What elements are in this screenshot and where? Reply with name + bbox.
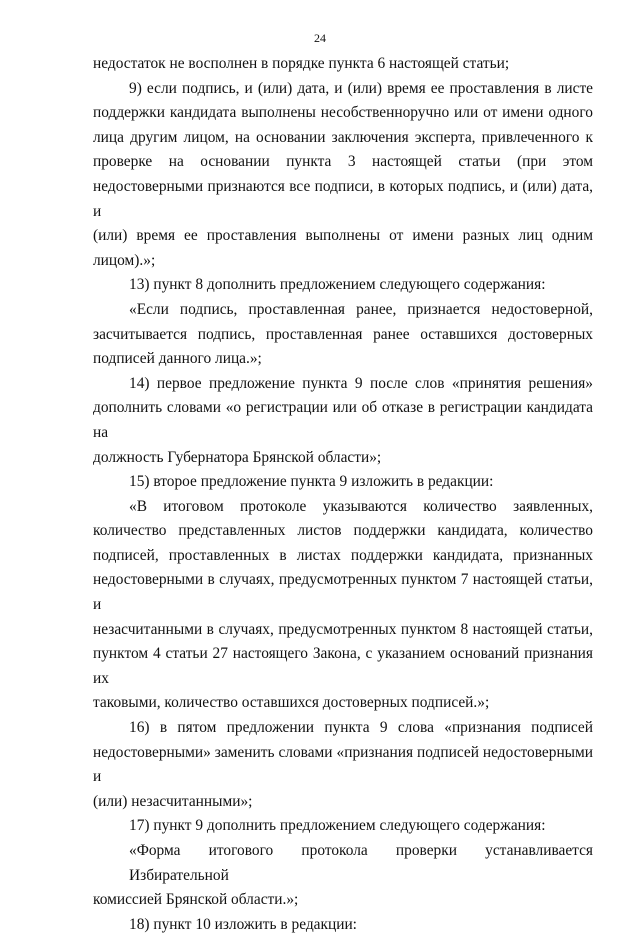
text-line: засчитывается подпись, проставленная ранее оставшихся достоверных (93, 325, 593, 343)
text-line: 15) второе предложение пункта 9 изложить в редакции: (129, 473, 494, 491)
page-number: 24 (314, 31, 326, 45)
text-line: недостаток не восполнен в порядке пункта 6 настоящей статьи; (93, 55, 510, 72)
text-line: незасчитанными в случаях, предусмотренных пунктом 8 настоящей статьи, (93, 620, 593, 638)
text-line: лицом).»; (93, 251, 156, 269)
paragraph-quote-3 (93, 839, 593, 913)
text-line: (или) незасчитанными»; (93, 792, 253, 810)
paragraph-item-18 (93, 913, 593, 937)
document-body (93, 52, 593, 937)
text-line: количество представленных листов поддержки кандидата, количество (93, 522, 593, 540)
text-line: пунктом 4 статьи 27 настоящего Закона, с указанием оснований признания их (93, 645, 593, 687)
paragraph-item-13 (93, 273, 593, 298)
text-line: комиссией Брянской области.»; (93, 891, 299, 909)
paragraph-quote-1 (93, 298, 593, 372)
text-line: дополнить словами «о регистрации или об отказе в регистрации кандидата на (93, 399, 593, 441)
text-line: проверке на основании пункта 3 настоящей статьи (при этом (93, 153, 593, 171)
text-line: «Если подпись, проставленная ранее, признается недостоверной, (129, 300, 593, 318)
text-line: 16) в пятом предложении пункта 9 слова «признания подписей (129, 719, 593, 737)
paragraph-item-9 (93, 77, 593, 274)
text-line: должность Губернатора Брянской области»; (93, 448, 382, 466)
text-line: поддержки кандидата выполнены несобственноручно или от имени одного (93, 104, 593, 122)
text-line: лица другим лицом, на основании заключения эксперта, привлеченного к (93, 128, 593, 146)
text-line: 9) если подпись, и (или) дата, и (или) время ее проставления в листе (129, 79, 593, 97)
text-line: 17) пункт 9 дополнить предложением следующего содержания: (129, 817, 546, 835)
paragraph-quote-2 (93, 495, 593, 716)
paragraph-item-16 (93, 716, 593, 814)
text-line: 14) первое предложение пункта 9 после слов «принятия решения» (129, 374, 593, 392)
text-line: подписей, проставленных в листах поддержки кандидата, признанных (93, 546, 593, 564)
text-line: недостоверными» заменить словами «признания подписей недостоверными и (93, 743, 593, 786)
text-line: подписей данного лица.»; (93, 350, 262, 368)
text-line: «Форма итогового протокола проверки устанавливается Избирательной (129, 842, 593, 884)
paragraph-item-17 (93, 814, 593, 839)
text-line: 13) пункт 8 дополнить предложением следующего содержания: (129, 276, 546, 294)
text-line: недостоверными признаются все подписи, в которых подпись, и (или) дата, и (93, 177, 593, 220)
text-line: «В итоговом протоколе указываются количество заявленных, (129, 497, 593, 515)
paragraph-item-15 (93, 470, 593, 495)
text-line: 18) пункт 10 изложить в редакции: (129, 915, 357, 933)
paragraph-item-14 (93, 372, 593, 470)
paragraph-continuation (93, 52, 593, 77)
text-line: таковыми, количество оставшихся достоверных подписей.»; (93, 694, 490, 712)
text-line: недостоверными в случаях, предусмотренных пунктом 7 настоящей статьи, и (93, 571, 593, 614)
text-line: (или) время ее проставления выполнены от имени разных лиц одним (93, 227, 593, 245)
